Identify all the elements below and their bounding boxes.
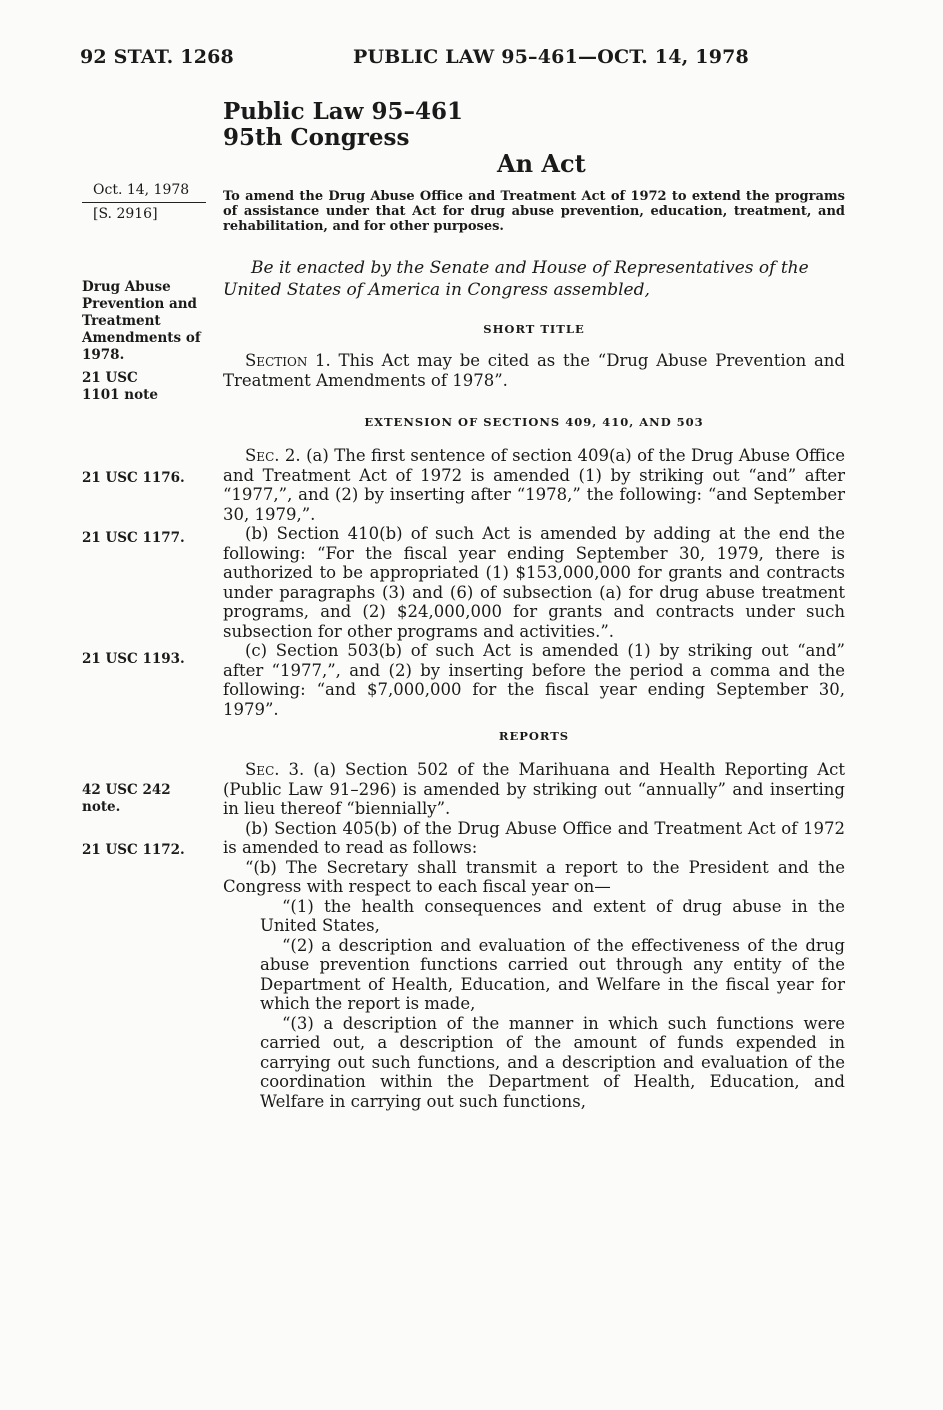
enactment-date: Oct. 14, 1978 xyxy=(93,182,190,198)
section-3 xyxy=(223,760,845,1111)
short-title-note: Drug Abuse Prevention and Treatment Amendments of 1978. xyxy=(82,279,201,363)
section-3a-text: (a) Section 502 of the Marihuana and Health Reporting Act (Public Law 91–296) is amended by striking out “annually” and inserting in lieu thereof “biennially”. xyxy=(223,760,846,818)
section-3b-text: (b) Section 405(b) of the Drug Abuse Office and Treatment Act of 1972 is amended to read as follows: xyxy=(223,818,845,857)
page-stat-reference: 92 STAT. 1268 xyxy=(80,46,234,68)
usc-1176-note: 21 USC 1176. xyxy=(82,470,185,486)
section-2c-text: (c) Section 503(b) of such Act is amended (1) by striking out “and” after “1977,”, and (2) by inserting before the period a comma and the following: “and $7,000,000 for the fiscal year ending September 30, 1979”. xyxy=(223,641,845,719)
usc-1177-note: 21 USC 1177. xyxy=(82,530,185,546)
section-2b-text: (b) Section 410(b) of such Act is amended by adding at the end the following: “For the fiscal year ending September 30, 1979, there is authorized to be appropriated (1) $153,000,000 for grants and contracts under paragraphs (3) and (6) of subsection (a) for drug abuse treatment programs, and (2) $24,000,000 for grants and contracts under such subsection for other programs and activities.”. xyxy=(223,524,845,641)
section-3b-quote: “(b) The Secretary shall transmit a report to the President and the Congress with respect to each fiscal year on— xyxy=(223,857,845,896)
reports-heading: REPORTS xyxy=(498,729,570,743)
report-item-2: “(2) a description and evaluation of the effectiveness of the drug abuse prevention functions carried out through any entity of the Department of Health, Education, and Welfare in the fiscal year for which the report is made, xyxy=(260,935,845,1013)
usc-1193-note: 21 USC 1193. xyxy=(82,651,185,667)
section-1-text: This Act may be cited as the “Drug Abuse Prevention and Treatment Amendments of 1978”. xyxy=(223,351,845,390)
act-heading: An Act xyxy=(497,149,586,178)
usc-1101-note: 21 USC 1101 note xyxy=(82,370,158,403)
section-2a-text: (a) The first sentence of section 409(a) of the Drug Abuse Office and Treatment Act of 1972 is amended (1) by striking out “and” after “1977,”, and (2) by inserting after “1978,” the following: “and September 30, 1979,”. xyxy=(223,446,845,524)
report-item-3: “(3) a description of the manner in which such functions were carried out, a description of the amount of funds expended in carrying out such functions, and a description and evaluation of the coordination within the Department of Health, Education, and Welfare in carrying out such functions, xyxy=(260,1013,845,1111)
section-2 xyxy=(223,446,845,719)
usc-1172-note: 21 USC 1172. xyxy=(82,842,185,858)
section-1 xyxy=(223,351,845,390)
bill-number: [S. 2916] xyxy=(93,206,158,222)
short-title-heading: SHORT TITLE xyxy=(483,322,585,336)
extension-heading: EXTENSION OF SECTIONS 409, 410, AND 503 xyxy=(364,415,704,429)
enacting-clause: Be it enacted by the Senate and House of Representatives of the United States of America in Congress assembled, xyxy=(223,258,809,300)
law-number: Public Law 95–461 xyxy=(223,98,463,125)
congress-number: 95th Congress xyxy=(223,124,410,151)
section-3-label: Sec. 3. xyxy=(245,760,305,779)
margin-rule xyxy=(82,202,206,203)
usc-242-note: 42 USC 242 note. xyxy=(82,782,171,815)
act-purpose: To amend the Drug Abuse Office and Treatment Act of 1972 to extend the programs of assistance under that Act for drug abuse prevention, education, treatment, and rehabilitation, and for other purposes. xyxy=(223,189,845,234)
section-2-label: Sec. 2. xyxy=(245,446,301,465)
section-1-label: Section 1. xyxy=(245,351,331,370)
report-item-1: “(1) the health consequences and extent of drug abuse in the United States, xyxy=(260,896,845,935)
running-header: PUBLIC LAW 95–461—OCT. 14, 1978 xyxy=(353,46,749,68)
